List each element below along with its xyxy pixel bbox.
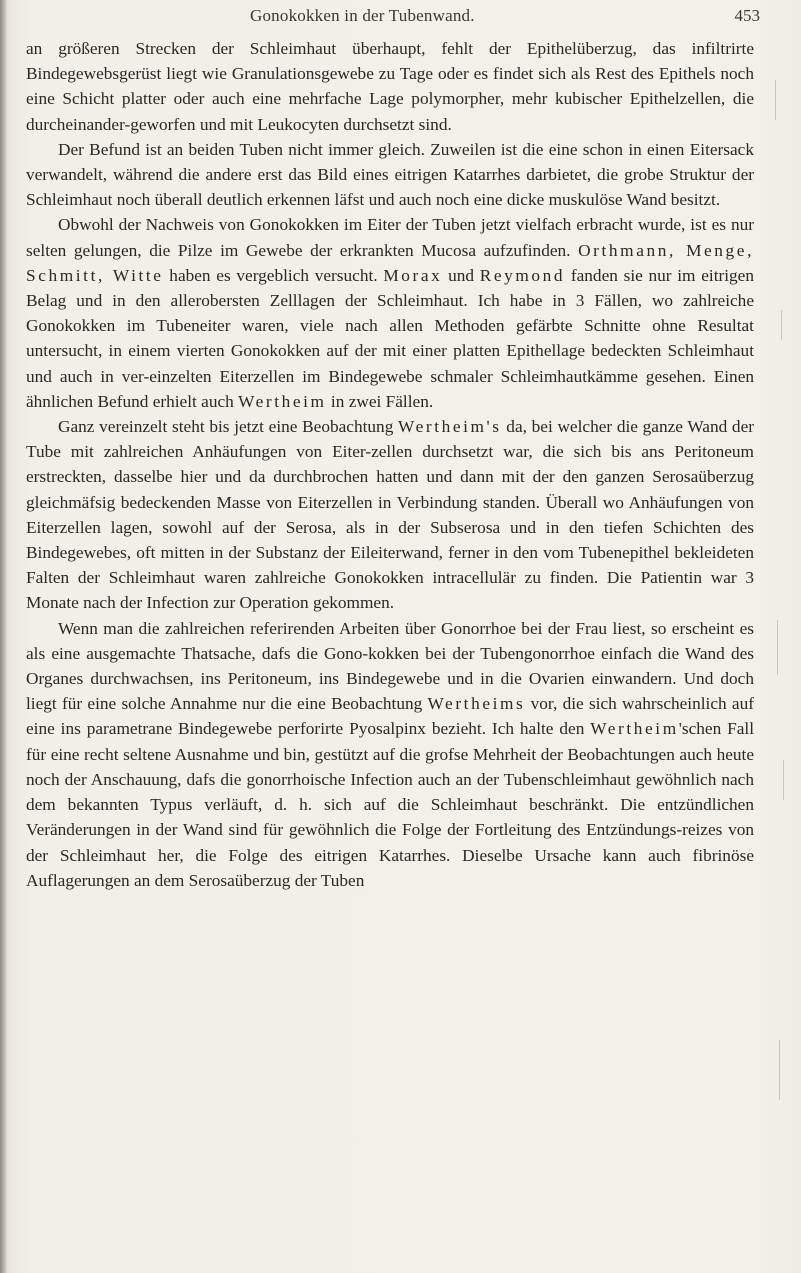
body-text bbox=[26, 36, 754, 893]
text-run: vor, die sich wahrscheinlich auf eine ins parametrane Bindegewebe perforirte Pyosalpinx bezieht. Ich halte den bbox=[26, 694, 754, 739]
text-run: Ganz vereinzelt steht bis jetzt eine Beobachtung bbox=[58, 417, 399, 437]
author-name: Wertheim's bbox=[398, 417, 502, 437]
paragraph bbox=[26, 616, 754, 893]
author-name: Wertheim bbox=[238, 391, 327, 411]
text-run: Obwohl der Nachweis von Gonokokken im Eiter der Tuben jetzt vielfach erbracht wurde, ist es nur selten gelungen, die Pilze im Gewebe der erkrankten Mucosa aufzufinden. bbox=[26, 215, 754, 260]
text-run: und bbox=[442, 265, 480, 285]
running-title: Gonokokken in der Tubenwand. bbox=[250, 6, 475, 25]
page-header bbox=[250, 6, 760, 30]
author-name: Wertheim bbox=[590, 719, 679, 739]
text-run: da, bei welcher die ganze Wand der Tube mit zahlreichen Anhäufungen von Eiter-zellen durchsetzt war, die sich bis ans Peritoneum erstreckten, dasselbe hier und da durchbrochen hatten und dann mit der den ganzen Serosaüberzug gleichmäfsig bedeckenden Masse von Eiterzellen in Verbindung standen. Überall wo Anhäufungen von Eiterzellen lagen, sowohl auf der Serosa, als in der Subserosa und in den tiefen Schichten des Bindegewebes, oft mitten in der Substanz der Eileiterwand, ferner in den vom Tubenepithel bekleideten Falten der Schleimhaut waren zahlreiche Gonokokken intracellulär zu finden. Die Patientin war 3 Monate nach der Infection zur Operation gekommen. bbox=[26, 417, 754, 613]
text-run: 'schen Fall für eine recht seltene Ausnahme und bin, gestützt auf die grofse Mehrheit der Beobachtungen auch heute noch der Anschauung, dafs die gonorrhoische Infection auch an der Tubenschleimhaut gewöhnlich nach dem bekannten Typus verläuft, d. h. sich auf die Schleimhaut beschränkt. Die entzündlichen Veränderungen in der Wand sind für gewöhnlich die Folge der Fortleitung des Entzündungs-reizes von der Schleimhaut her, die Folge des eitrigen Katarrhes. Dieselbe Ursache kann auch fibrinöse Auflagerungen an dem Serosaüberzug der Tuben bbox=[26, 719, 754, 890]
page-number: 453 bbox=[734, 6, 760, 25]
text-run: in zwei Fällen. bbox=[326, 391, 434, 411]
author-name: Reymond bbox=[479, 265, 566, 285]
text-run: an größeren Strecken der Schleimhaut überhaupt, fehlt der Epithelüberzug, das infiltrirte Bindegewebsgerüst liegt wie Granulationsgewebe zu Tage oder es findet sich als Rest des Epithels noch eine Schicht platter oder auch eine mehrfache Lage polymorpher, mehr kubischer Epithelzellen, die durcheinander-geworfen und mit Leukocyten durchsetzt sind. bbox=[26, 39, 754, 134]
text-run: fanden sie nur im eitrigen Belag und in den allerobersten Zelllagen der Schleimhaut. Ich habe in 3 Fällen, wo zahlreiche Gonokokken im Tubeneiter waren, viele nach allen Methoden gefärbte Schnitte ohne Resultat untersucht, in einem vierten Gonokokken auf der mit einer platten Epithellage bedeckten Schleimhaut und auch in ver-einzelten Eiterzellen im Bindegewebe schmaler Schleimhautkämme gesehen. Einen ähnlichen Befund erhielt auch bbox=[26, 265, 754, 411]
page-edge-marks bbox=[767, 60, 797, 1160]
text-run: Wenn man die zahlreichen referirenden Arbeiten über Gonorrhoe bei der Frau liest, so erscheint es als eine ausgemachte Thatsache, dafs die Gono-kokken bei der Tubengonorrhoe einfach die Wand des Organes durchwachsen, ins Peritoneum, ins Bindegewebe und in die Ovarien einwandern. Und doch liegt für eine solche Annahme nur die eine Beobachtung bbox=[26, 618, 754, 714]
paragraph bbox=[26, 414, 754, 616]
author-name: Orthmann, Menge, Schmitt, Witte bbox=[26, 240, 754, 285]
paragraph bbox=[26, 36, 754, 137]
author-name: Morax bbox=[383, 265, 443, 285]
paragraph bbox=[26, 137, 754, 213]
author-name: Wertheims bbox=[427, 694, 526, 714]
text-run: haben es vergeblich versucht. bbox=[163, 265, 384, 285]
text-run: Der Befund ist an beiden Tuben nicht immer gleich. Zuweilen ist die eine schon in einen Eitersack verwandelt, während die andere erst das Bild eines eitrigen Katarrhes darbietet, die grobe Struktur der Schleimhaut noch überall deutlich erkennen läfst und auch noch eine dicke muskulöse Wand besitzt. bbox=[26, 139, 754, 210]
page-gutter-shadow bbox=[0, 0, 7, 1273]
paragraph bbox=[26, 212, 754, 414]
